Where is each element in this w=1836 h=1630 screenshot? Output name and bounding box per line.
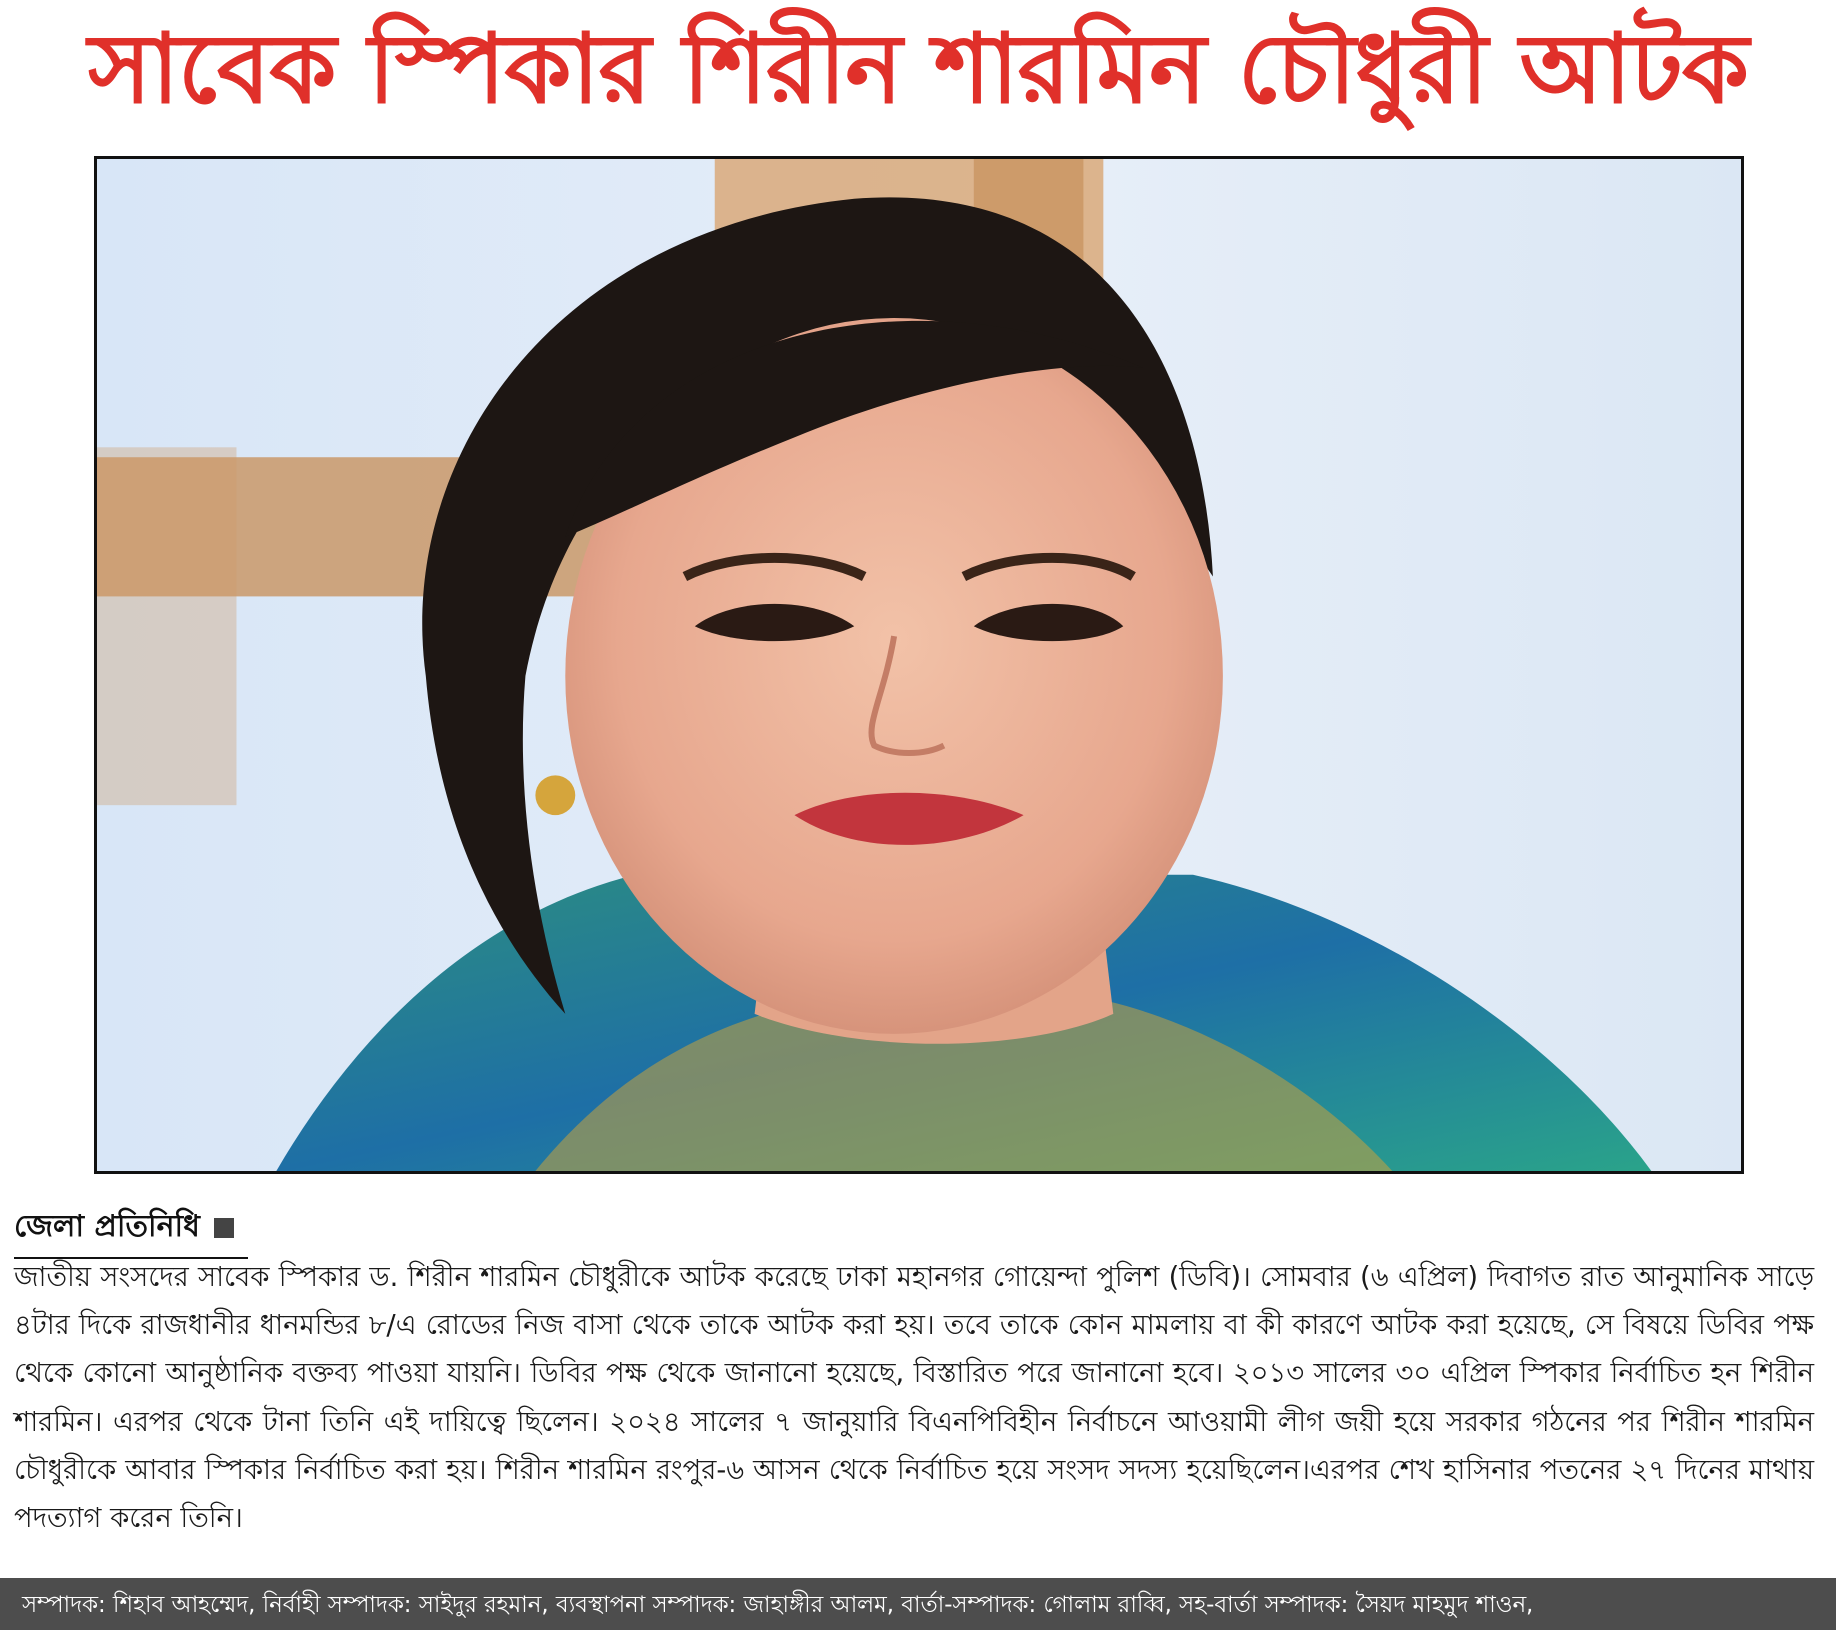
portrait-photo	[94, 156, 1744, 1174]
square-bullet-icon	[214, 1218, 234, 1238]
footer-credits: সম্পাদক: শিহাব আহম্মেদ, নির্বাহী সম্পাদক: সাইদুর রহমান, ব্যবস্থাপনা সম্পাদক: জাহাঙ্গীর আলম, বার্তা-সম্পাদক: গোলাম রাব্বি, সহ-বার্তা সম্পাদক: সৈয়দ মাহমুদ শাওন,	[22, 1592, 1534, 1618]
portrait-illustration	[97, 159, 1741, 1171]
byline-text: জেলা প্রতিনিধি	[14, 1209, 200, 1244]
headline: সাবেক স্পিকার শিরীন শারমিন চৌধুরী আটক	[87, 12, 1748, 125]
footer-bar	[0, 1578, 1836, 1630]
byline	[14, 1202, 248, 1259]
article-body: জাতীয় সংসদের সাবেক স্পিকার ড. শিরীন শারমিন চৌধুরীকে আটক করেছে ঢাকা মহানগর গোয়েন্দা পুলিশ (ডিবি)। সোমবার (৬ এপ্রিল) দিবাগত রাত আনুমানিক সাড়ে ৪টার দিকে রাজধানীর ধানমন্ডির ৮/এ রোডের নিজ বাসা থেকে তাকে আটক করা হয়। তবে তাকে কোন মামলায় বা কী কারণে আটক করা হয়েছে, সে বিষয়ে ডিবির পক্ষ থেকে কোনো আনুষ্ঠানিক বক্তব্য পাওয়া যায়নি। ডিবির পক্ষ থেকে জানানো হয়েছে, বিস্তারিত পরে জানানো হবে। ২০১৩ সালের ৩০ এপ্রিল স্পিকার নির্বাচিত হন শিরীন শারমিন। এরপর থেকে টানা তিনি এই দায়িত্বে ছিলেন। ২০২৪ সালের ৭ জানুয়ারি বিএনপিবিহীন নির্বাচনে আওয়ামী লীগ জয়ী হয়ে সরকার গঠনের পর শিরীন শারমিন চৌধুরীকে আবার স্পিকার নির্বাচিত করা হয়। শিরীন শারমিন রংপুর-৬ আসন থেকে নির্বাচিত হয়ে সংসদ সদস্য হয়েছিলেন।এরপর শেখ হাসিনার পতনের ২৭ দিনের মাথায় পদত্যাগ করেন তিনি।	[14, 1262, 1814, 1535]
